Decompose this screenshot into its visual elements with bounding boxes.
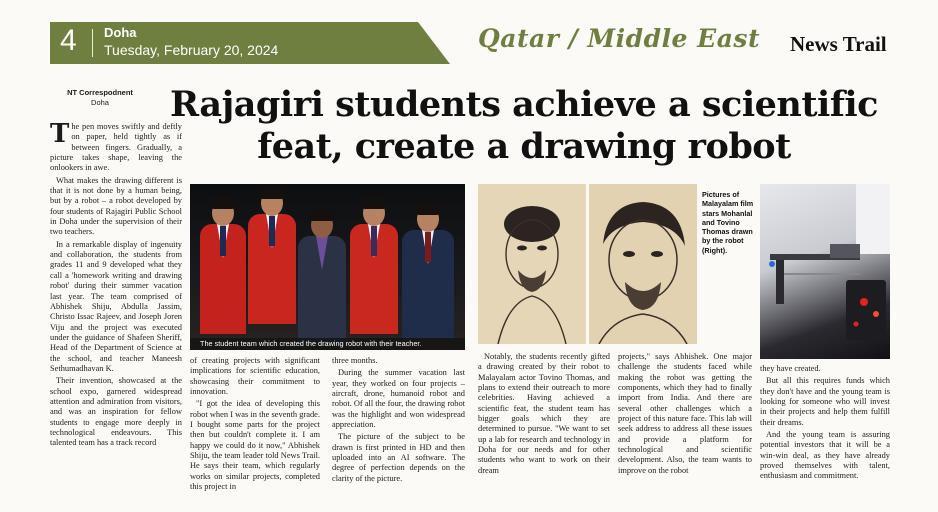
paragraph: During the summer vacation last year, they worked on four projects – aircraft, drone, humanoid robot and robot. Of all the four, the drawing robot was the highlight and won widespread appreciation. (332, 368, 465, 430)
paragraph: Notably, the students recently gifted a drawing created by their robot to Malayalam actor Tovino Thomas, and plans to extend their outreach to more celebrities. Having achieved a scientific feat, the student team has bigger goals which they are determined to pursue. "We want to set up a lab for research and technology in Doha for our needs and for other students who want to work on their dream (478, 352, 610, 475)
newspaper-brand: News Trail (790, 32, 887, 56)
paragraph: What makes the drawing different is that it is not done by a human being, but by a robot – a robot developed by four students of Rajagiri Public School in Doha under the supervision of their two teachers. (50, 175, 182, 237)
byline (50, 88, 150, 108)
article-column-3 (332, 356, 465, 486)
sketch-drawing (589, 184, 697, 344)
paragraph: But all this requires funds which they don't have and the young team is looking for someone who will invest in their projects and help them fulfill their dreams. (760, 376, 890, 427)
byline-author: NT Correspodnent (67, 88, 133, 97)
team-photo (190, 184, 465, 350)
article-column-6 (760, 364, 890, 484)
sketch-tovino-thomas (478, 184, 586, 344)
robot-drawing (760, 184, 890, 359)
masthead-divider (92, 29, 93, 57)
paragraph: And the young team is assuring potential investors that it will be a win-win deal, as they have already proved themselves with talent, enthusiasm and commitment. (760, 430, 890, 481)
headline-line-1: Rajagiri students achieve a scientific (170, 84, 878, 125)
paragraph: In a remarkable display of ingenuity and collaboration, the students from grades 11 and 9 developed what they call a 'homework writing and drawing robot' during their summer vacation last year. The team comprised of Abhishek Shiju, Abdulla Jassim, Christo Issac Rajeev, and Joseph Joren Viju and the project was executed under the guidance of Shafeen Sheriff, Head of the Department of Science at the school, and teacher Maneesh Sethumadhavan K. (50, 239, 182, 373)
publication-date: Tuesday, February 20, 2024 (104, 42, 279, 58)
masthead (50, 22, 888, 64)
drop-cap: T (50, 119, 70, 149)
byline-location: Doha (91, 98, 109, 107)
paragraph: "I got the idea of developing this robot when I was in the seventh grade. I bought some parts for the project then but couldn't complete it. I am happy we could do it now," Abhishek Shiju, the team leader told News Trail. He says their team, which regularly works on similar projects, completed this project in (190, 399, 320, 492)
section-title: Qatar / Middle East (478, 24, 761, 53)
paragraph: projects," says Abhishek. One major challenge the students faced while making the robot was getting the components, which they had to finally import from India. And there are several other challenges which a project of this nature face. This lab will seek address to address all these issues and provide a platform for technological and scientific development. Also, the team wants to improve on the robot (618, 352, 752, 475)
paragraph: The picture of the subject to be drawn is first printed in HD and then uploaded into an AI software. The degree of perfection depends on the clarity of the picture. (332, 432, 465, 483)
team-photo-caption: The student team which created the drawing robot with their teacher. (190, 338, 465, 350)
sketch-mohanlal (589, 184, 697, 344)
article-column-1 (50, 119, 182, 451)
sketch-caption: Pictures of Malayalam film stars Mohanlal and Tovino Thomas drawn by the robot (Right). (702, 190, 754, 255)
headline-line-2: feat, create a drawing robot (257, 126, 791, 167)
paragraph: The pen moves swiftly and deftly on paper, held tightly as if between fingers. Gradually, a picture takes shape, leaving the onlookers in awe. (50, 119, 182, 173)
robot-photo (760, 184, 890, 359)
article-column-2 (190, 356, 320, 494)
paragraph: they have created. (760, 364, 821, 373)
paragraph: Their invention, showcased at the school expo, garnered widespread attention and admiration from visitors, and was an inspiration for fellow students to engage more deeply in technological endeavours. This talented team has a track record (50, 376, 182, 448)
dateline-city: Doha (104, 25, 137, 40)
page-number: 4 (60, 24, 77, 57)
article-column-5 (618, 352, 752, 478)
paragraph: of creating projects with significant implications for scientific education, showcasing their commitment to innovation. (190, 356, 320, 397)
headline (160, 84, 888, 168)
article-column-4 (478, 352, 610, 478)
paragraph: three months. (332, 356, 378, 365)
sketch-drawing (478, 184, 586, 344)
